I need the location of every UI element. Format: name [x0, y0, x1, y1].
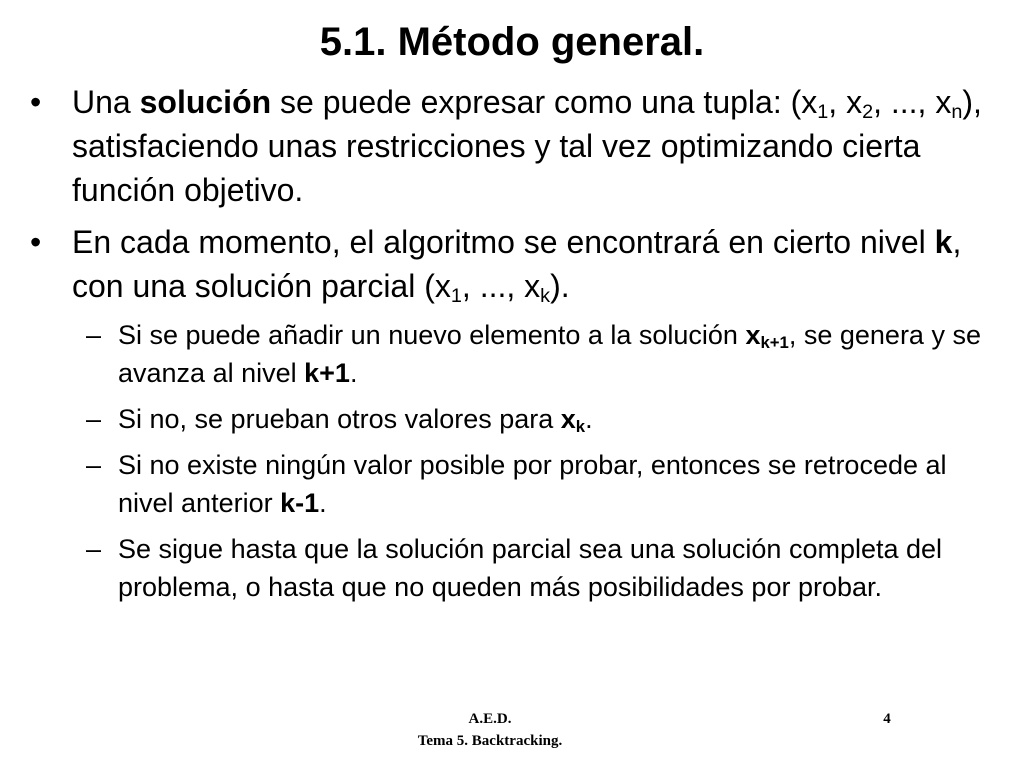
bold-term — [745, 320, 789, 353]
dash-marker: – — [86, 320, 102, 350]
bold-variable: x — [560, 404, 576, 434]
subscript: n — [951, 100, 963, 123]
sub-bullet-item — [28, 316, 998, 392]
text: . — [319, 488, 327, 518]
text: , ..., x — [461, 268, 541, 304]
text: ). — [550, 268, 570, 304]
footer-topic: Tema 5. Backtracking. — [417, 733, 563, 749]
bold-term — [560, 404, 586, 437]
subscript: 1 — [817, 100, 829, 123]
sub-bullet-item — [28, 400, 998, 438]
text: , ..., x — [873, 84, 952, 120]
text: . — [349, 358, 358, 388]
sub-bullet-item — [28, 446, 998, 522]
subscript: k — [540, 284, 551, 307]
text: Si no, se prueban otros valores para — [118, 404, 561, 434]
subscript: 2 — [862, 100, 874, 123]
text: Si no existe ningún valor posible por probar, entonces se retrocede al nivel anterior — [118, 450, 947, 518]
slide-title: 5.1. Método general. — [319, 20, 705, 64]
subscript: k — [575, 417, 586, 437]
bold-variable: x — [745, 320, 761, 350]
bullet-marker: • — [30, 84, 42, 120]
bullet-item — [28, 220, 998, 308]
text: Si se puede añadir un nuevo elemento a la solución — [118, 320, 746, 350]
text: se puede expresar como una tupla: (x — [271, 84, 818, 120]
footer — [370, 708, 610, 752]
bullet-marker: • — [30, 224, 42, 260]
text: ), satisfaciendo unas restricciones y tal vez optimizando cierta función objetivo. — [72, 84, 982, 208]
bold-term: k-1 — [280, 488, 320, 518]
text: , se genera y se avanza al nivel — [118, 320, 981, 388]
text: En cada momento, el algoritmo se encontrará en cierto nivel — [72, 224, 935, 260]
text: , x — [828, 84, 863, 120]
dash-marker: – — [86, 534, 102, 564]
bold-term: k — [934, 224, 953, 260]
text: Una — [72, 84, 140, 120]
subscript: 1 — [450, 284, 462, 307]
dash-marker: – — [86, 404, 102, 434]
bullet-item — [28, 80, 998, 212]
page-number: 4 — [883, 711, 891, 727]
text: , con una solución parcial (x — [72, 224, 962, 304]
text: Se sigue hasta que la solución parcial sea una solución completa del problema, o hasta que no queden más posibilidades por probar. — [118, 534, 943, 602]
footer-course: A.E.D. — [468, 711, 512, 727]
subscript: k+1 — [760, 333, 789, 353]
slide-content — [28, 80, 998, 614]
bold-term: solución — [139, 84, 272, 120]
sub-bullet-item — [28, 530, 998, 606]
bold-term: k+1 — [304, 358, 350, 388]
text: . — [585, 404, 593, 434]
dash-marker: – — [86, 450, 102, 480]
